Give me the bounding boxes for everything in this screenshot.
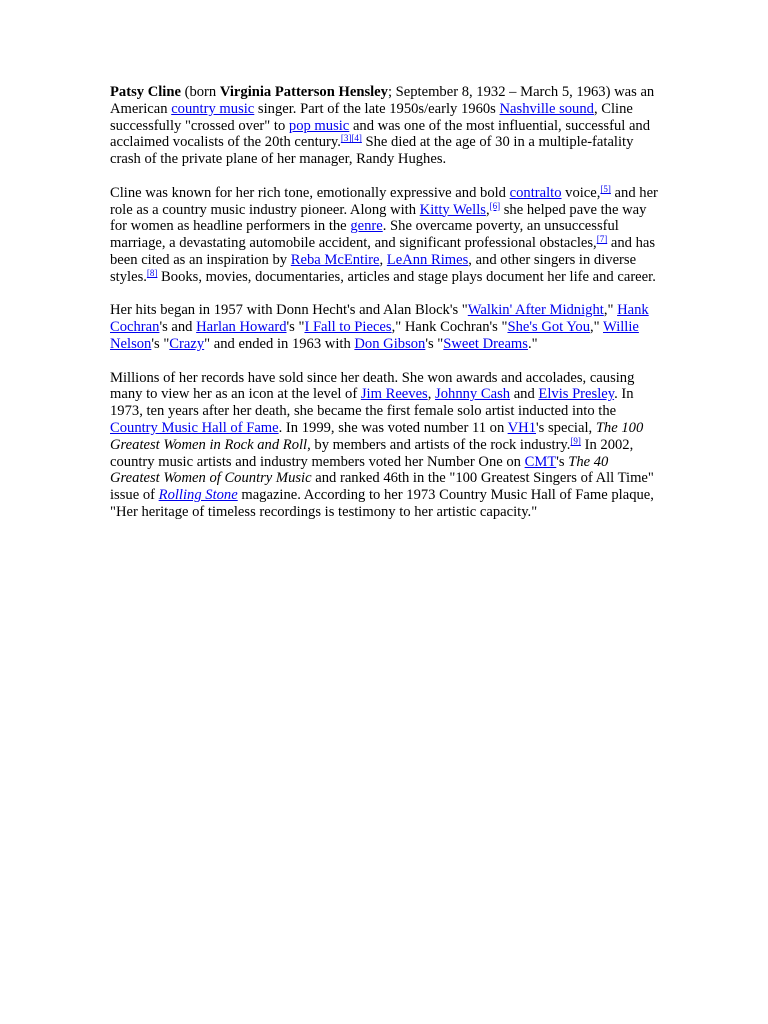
text-run: The 100 Greatest Women in Rock and Roll <box>110 419 644 453</box>
citation-link[interactable]: [8] <box>146 267 158 278</box>
link-kitty-wells[interactable]: Kitty Wells <box>419 201 486 218</box>
link-sweet-dreams[interactable]: Sweet Dreams <box>443 335 528 352</box>
link-she-s-got-you[interactable]: She's Got You <box>507 319 590 336</box>
text-run: She died at the age of 30 in a multiple-fatality crash of the private plane of her manager, Randy Hughes. <box>110 134 634 168</box>
text-run: , <box>379 251 387 268</box>
text-run: (born <box>180 84 220 100</box>
text-run: voice, <box>561 184 601 201</box>
text-run: and <box>510 386 539 403</box>
link-country-music[interactable]: country music <box>171 100 255 117</box>
text-run: 's " <box>425 335 444 352</box>
text-run: and has been cited as an inspiration by <box>110 235 656 268</box>
article-body <box>110 84 658 538</box>
paragraph-honors <box>110 370 658 521</box>
text-run: singer. Part of the late 1950s/early 1960s <box>254 100 500 117</box>
text-run: , and other singers in diverse styles. <box>110 251 637 285</box>
citation-link[interactable]: [4] <box>351 133 362 144</box>
citation-link[interactable]: [9] <box>570 435 581 446</box>
text-run: , <box>485 201 490 218</box>
link-contralto[interactable]: contralto <box>509 184 562 201</box>
text-run: Her hits began in 1957 with Donn Hecht's and Alan Block's " <box>110 302 468 319</box>
text-run: 's " <box>286 319 305 336</box>
link-leann-rimes[interactable]: LeAnn Rimes <box>386 251 469 268</box>
paragraph-voice-and-legacy <box>110 185 658 286</box>
link-vh1[interactable]: VH1 <box>507 419 537 436</box>
text-run: 's and <box>159 319 197 336</box>
text-run: Millions of her records have sold since her death. She won awards and accolades, causing many to view her as an icon at the level of <box>110 369 635 403</box>
text-run: magazine. According to her 1973 Country Music Hall of Fame plaque, "Her heritage of timeless recordings is testimony to her artistic capacity." <box>110 487 654 520</box>
text-run: and was one of the most influential, successful and acclaimed vocalists of the 20th century. <box>110 117 651 151</box>
link-willie-nelson[interactable]: Willie Nelson <box>110 319 639 352</box>
text-run: . In 1999, she was voted number 11 on <box>278 419 508 436</box>
text-run: ," Hank Cochran's " <box>391 319 508 336</box>
text-run: ," <box>603 302 618 319</box>
link-rolling-stone[interactable]: Rolling Stone <box>158 487 238 504</box>
text-run: ." <box>527 335 538 352</box>
text-run: The 40 Greatest Women of Country Music <box>110 453 609 487</box>
link-genre[interactable]: genre <box>350 218 383 235</box>
text-run: . She overcame poverty, an unsuccessful marriage, a devastating automobile accident, and significant professional obstacles, <box>110 218 619 252</box>
text-run: 's special, <box>536 419 596 436</box>
link-country-music-hall-of-fame[interactable]: Country Music Hall of Fame <box>110 419 279 436</box>
link-harlan-howard[interactable]: Harlan Howard <box>196 319 287 336</box>
link-reba-mcentire[interactable]: Reba McEntire <box>290 251 380 268</box>
text-run: , by members and artists of the rock industry. <box>307 436 571 453</box>
paragraph-intro <box>110 84 658 168</box>
citation-link[interactable]: [7] <box>596 234 608 245</box>
text-run: " and ended in 1963 with <box>204 335 355 352</box>
citation-link[interactable]: [5] <box>600 183 611 194</box>
citation-link[interactable]: [3] <box>340 133 352 144</box>
text-run: ," <box>590 319 603 336</box>
link-crazy[interactable]: Crazy <box>169 335 205 352</box>
text-run: she helped pave the way for women as headline performers in the <box>110 201 647 235</box>
link-pop-music[interactable]: pop music <box>288 117 350 134</box>
link-elvis-presley[interactable]: Elvis Presley <box>538 386 615 403</box>
text-run: Virginia Patterson Hensley <box>219 84 388 100</box>
link-nashville-sound[interactable]: Nashville sound <box>499 100 594 117</box>
text-run: Cline was known for her rich tone, emotionally expressive and bold <box>110 184 510 201</box>
text-run: Patsy Cline <box>110 84 181 100</box>
link-johnny-cash[interactable]: Johnny Cash <box>435 386 511 403</box>
text-run: , <box>427 386 436 403</box>
text-run: . In 1973, ten years after her death, she became the first female solo artist inducted into the <box>110 386 634 420</box>
link-don-gibson[interactable]: Don Gibson <box>354 335 426 352</box>
link-hank-cochran[interactable]: Hank Cochran <box>110 302 649 336</box>
link-cmt[interactable]: CMT <box>524 453 557 470</box>
text-run: 's " <box>151 335 170 352</box>
text-run: Books, movies, documentaries, articles and stage plays document her life and career. <box>157 268 656 285</box>
citation-link[interactable]: [6] <box>489 200 501 211</box>
paragraph-hits <box>110 302 658 352</box>
text-run: , Cline successfully "crossed over" to <box>110 100 633 134</box>
text-run: and ranked 46th in the "100 Greatest Singers of All Time" issue of <box>110 470 654 504</box>
link-jim-reeves[interactable]: Jim Reeves <box>360 386 428 403</box>
text-run: ; September 8, 1932 – March 5, 1963) was an American <box>110 84 655 117</box>
text-run: 's <box>556 453 569 470</box>
link-walkin-after-midnight[interactable]: Walkin' After Midnight <box>467 302 604 319</box>
text-run: and her role as a country music industry pioneer. Along with <box>110 184 658 218</box>
link-i-fall-to-pieces[interactable]: I Fall to Pieces <box>304 319 392 336</box>
text-run: In 2002, country music artists and industry members voted her Number One on <box>110 436 634 470</box>
